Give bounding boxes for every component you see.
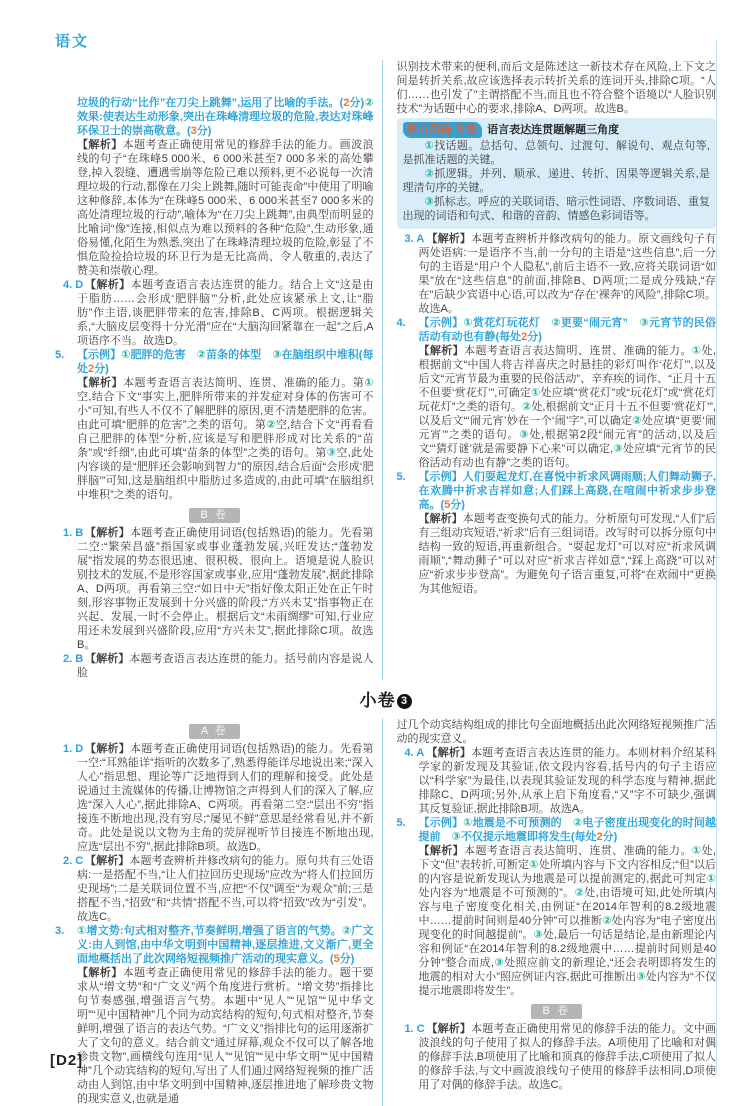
analysis-text: 【解析】本题考查正确使用常见的修辞手法的能力。题干要求从“增文势”和“广文义”两个角度进行赏析。“增文势”指排比句节奏感强,增强语言气势。本题中“见人”“见馆”“见中华文明”“见中国精神”几个同为动宾结构的短句,句式相对整齐,节奏鲜明,增强了语言的表达气势。“广文义”指排比句的运用逐渐扩大了文句的意义。结合前文“通过屏幕,观众不仅可以了解各地珍贵文物”,画横线句连用“见人”“见馆”“见中华文明”“见中国精神”几个动宾结构的短句,写出了人们通过网络短视频的推广活动由人到馆,由中华文明到中国精神,逐层推进地了解珍贵文物的现实意义,也就是通 xyxy=(77,967,374,1105)
label-bracket: 【解析】 xyxy=(85,279,131,291)
circled-number: ② xyxy=(196,349,207,361)
item-number: 5. xyxy=(55,349,65,361)
page-subject-label: 语文 xyxy=(55,33,90,50)
item-number: 1. D xyxy=(63,743,84,755)
item-answer: 【示例】人们耍起龙灯,在喜悦中祈求风调雨顺;人们舞动狮子,在欢腾中祈求吉祥如意;人们踩上高跷,在喧闹中祈求步步登高。(5分) 5. xyxy=(396,471,716,511)
score-value: 2 xyxy=(88,363,95,375)
score-value: 2 xyxy=(521,331,528,343)
item-analysis: 【解析】本题考查正确使用常见的修辞手法的能力。文中画波浪线的句子使用了拟人的修辞手法。A项使用了比喻和对偶的修辞手法,B项使用了比喻和顶真的修辞手法,C项使用了拟人的修辞手法,与文中画波浪线句子使用的修辞手法相同,D项使用了对偶的修辞手法。故选C。 1. C xyxy=(397,1022,717,1092)
item-analysis: 【解析】本题考查语言表达连贯的能力。本则材料介绍某科学家的新发现及其验证,依文段内容看,括号内的句子主语应以“科学家”为最佳,以表现其验证发现的科学态度与精神,据此排除C、D两项;另外,从承上启下角度看,“又”字不可缺少,强调其反复验证,据此排除B项。故选A。 4. A xyxy=(397,746,717,816)
circled-number: ③ xyxy=(639,317,649,329)
label-bracket: 【示例】 xyxy=(418,317,464,329)
paper-badge: B 卷 xyxy=(531,1004,582,1019)
item-answer: 【示例】①赏花灯玩花灯 ②更要“闹元宵” ③元宵节的民俗活动有动也有静(每处2分) 4. xyxy=(396,317,717,343)
analysis-text: 【解析】本题考查语言表达简明、连贯、准确的能力。①处,下文“但”表转折,可断定①处所填内容与下文内容相反;“但”以后的内容是说新发现认为地震是可以提前测定的,据此可判定①处内容为“地震是不可预测的”。②处,由语境可知,此处所填内容与电子密度变化相关,由例证“在2014年智利的8.2级地震中……提前时间则是40分钟”可以推断②处内容为“电子密度出现变化的时间越提前”。③处,最后一句话是结论,是由新理论内容和例证“在2014年智利的8.2级地震中……提前时间则是40分钟”整合而成,③处照应前文的新理论,“还会表明即将发生的地震的相对大小”照应例证内容,据此可推断出③处内容为“不仅提示地震即将发生”。 xyxy=(418,845,716,997)
item-number: 4. D xyxy=(63,279,84,291)
circled-number: ① xyxy=(691,845,702,857)
label-bracket: 【示例】 xyxy=(77,349,122,361)
method-paragraph: ①找话题。总括句、总领句、过渡句、解说句、观点句等,是抓准话题的关键。 xyxy=(402,140,710,166)
score-value: 2 xyxy=(596,831,603,843)
label-bracket: 【解析】 xyxy=(85,527,130,539)
label-bracket: 【解析】 xyxy=(426,233,472,245)
circled-number: ③ xyxy=(636,971,646,983)
item-number: 2. C xyxy=(63,855,84,867)
circled-number: ③ xyxy=(613,443,623,455)
paper-badge-row xyxy=(55,505,374,523)
item-number: 5. xyxy=(396,817,406,829)
circled-number: ② xyxy=(341,925,352,937)
item-number: 4. A xyxy=(404,747,425,759)
analysis-text: 【解析】本题考查正确使用常见的修辞手法的能力。画波浪线的句子“在珠峰5 000米、6 000米甚至7 000多米的高处攀登,掉入裂缝、遭遇雪崩等危险已难以预料,更不必说每一次清理垃圾的行动,都像在刀尖上跳舞,随时可能丧命”中使用了明喻这种修辞,本体为“在珠峰5 000米、6 000米甚至7 000多米的高处清理垃圾的行动”,喻体为“在刀尖上跳舞”,由典型而明显的比喻词“像”连接,相似点为难以预料的各种“危险”,生动形象,通俗易懂,化陌生为熟悉,突出了在珠峰清理垃圾的危险,彰显了不惧危险捡拾垃圾的环卫行为是无比高尚、令人敬重的,表达了赞美和崇敬心理。 xyxy=(77,139,374,277)
item-number: 4. xyxy=(396,317,406,329)
analysis-text: 【解析】本题考查变换句式的能力。分析原句可发现,“人们”后有三组动宾短语,“祈求”后有三组词语。改写时可以拆分原句中结构一致的短语,再重新组合。“耍起龙灯”可以对应“祈求风调雨顺”,“舞动狮子”可以对应“祈求吉祥如意”,“踩上高跷”可以对应“祈求步步登高”。为避免句子语言重复,可将“在欢闹中”更换为其他短语。 xyxy=(418,513,716,595)
score-value: 3 xyxy=(190,125,197,137)
item-analysis: 【解析】本题考查语言表达连贯的能力。括号前内容是说人脸 2. B xyxy=(55,652,374,680)
circled-number: ① xyxy=(531,387,541,399)
circled-number: ③ xyxy=(494,957,505,969)
score-value: 2 xyxy=(343,97,350,109)
label-bracket: 【解析】 xyxy=(418,513,463,525)
circled-number: ① xyxy=(77,925,87,937)
method-paragraph: ②抓逻辑。并列、顺承、递进、转折、因果等逻辑关系,是理清句序的关键。 xyxy=(402,168,710,194)
item-analysis: 【解析】本题考查正确使用词语(包括熟语)的能力。先看第一空:“耳熟能详”指听的次数多了,熟悉得能详尽地说出来;“深入人心”指思想、理论等广泛地得到人们的理解和接受。此处是说通过主流媒体的传播,让博物馆之声得到人们的深入了解,应选“深入人心”,据此排除A、C两项。再看第二空:“层出不穷”指接连不断地出现,没有穷尽;“屡见不鲜”意思是经常看见,并不新奇。此处是说以文物为主角的荧屏视听节目接连不断地出现,应选“层出不穷”,据此排除B项。故选D。 1. D xyxy=(55,742,374,854)
label-bracket: 【解析】 xyxy=(77,967,123,979)
method-paragraph: ③抓标志。呼应的关联词语、暗示性词语、序数词语、重复出现的词语和句式、和谐的音韵、情感色彩词语等。 xyxy=(402,196,710,222)
section-heading xyxy=(55,680,716,718)
page-number: [D2] xyxy=(50,1052,84,1069)
circled-number: ③ xyxy=(272,349,282,361)
circled-number: ③ xyxy=(326,447,337,459)
continued-text: 识别技术带来的便利,而后文是陈述这一新技术存在风险,上下文之间是转折关系,故应该选择表示转折关系的连词开头,排除C项。“人们……也引发了”主谓搭配不当,而且也不符合整个语境以“人脸识别技术”为话题中心的要求,排除A、D两项。故选B。 xyxy=(396,61,716,115)
paper-badge: A 卷 xyxy=(189,724,240,739)
circled-number: ② xyxy=(572,817,583,829)
item-number: 5. xyxy=(396,471,406,483)
item-analysis: 【解析】本题考查正确使用词语(包括熟语)的能力。先看第二空:“繁荣昌盛”指国家或事业蓬勃发展,兴旺发达;“蓬勃发展”指发展的势态很迅速、很积极、很向上。语境是说人脸识别技术的发展,不是形容国家或事业,应用“蓬勃发展”,据此排除A、D两项。再看第三空:“如日中天”指好像太阳正处在正午时刻,形容事物正发展到十分兴盛的阶段;“方兴未艾”指事物正在兴起、发展,一时不会停止。根据后文“未雨绸缪”可知,行业应用还未发展到兴盛阶段,应用“方兴未艾”,据此排除C项。故选B。 1. B xyxy=(55,526,374,652)
right-column-bottom xyxy=(397,718,717,1106)
circled-number: ③ xyxy=(451,831,461,843)
method-box-header xyxy=(403,122,711,138)
circled-number: ① xyxy=(463,817,473,829)
label-bracket: 【解析】 xyxy=(77,139,123,151)
circled-number: ① xyxy=(529,859,539,871)
label-bracket: 【解析】 xyxy=(77,377,123,389)
label-bracket: 【解析】 xyxy=(426,1023,472,1035)
item-analysis: 【解析】本题考查辨析并修改病句的能力。原文画线句子有两处语病:一是语序不当,前一分句的主语是“这些信息”,后一分句的主语是“用户个人隐私”,前后主语不一致,应将关联词语“如果”放在“这些信息”的前面,排除B、D两项;二是成分残缺,“存在”后缺少宾语中心语,可以改为“存在‘裸奔’的风险”,排除C项。故选A。 3. A xyxy=(397,232,717,316)
method-title: 语言表达连贯题解题三角度 xyxy=(487,124,620,136)
label-bracket: 【解析】 xyxy=(85,743,130,755)
score-value: 5 xyxy=(333,953,340,965)
item-answer: ①增文势:句式相对整齐,节奏鲜明,增强了语言的气势。②广文义:由人到馆,由中华文明到中国精神,逐层推进,文义渐广,更全面地概括出了此次网络短视频推广活动的现实意义。(5分) 3. xyxy=(55,925,374,965)
margin-rule xyxy=(716,40,717,1074)
label-bracket: 【示例】 xyxy=(418,471,463,483)
item-answer: 【示例】①肥胖的危害 ②苗条的体型 ③在脑组织中堆积(每处2分) 5. xyxy=(55,349,374,375)
item-number: 3. A xyxy=(404,233,425,245)
label-bracket: 【示例】 xyxy=(418,817,464,829)
label-bracket: 【解析】 xyxy=(85,653,130,665)
circled-number: ③ xyxy=(424,196,434,208)
circled-number: ① xyxy=(364,377,374,389)
label-bracket: 【解析】 xyxy=(418,345,465,357)
circled-number: ② xyxy=(574,887,585,899)
circled-number: ② xyxy=(521,401,532,413)
paper-badge-row xyxy=(55,721,374,739)
label-bracket: 【解析】 xyxy=(418,845,465,857)
label-bracket: 【解析】 xyxy=(85,855,130,867)
top-stripe xyxy=(55,60,716,680)
score-value: 5 xyxy=(444,499,451,511)
bottom-stripe xyxy=(55,718,716,1106)
method-box xyxy=(397,118,717,229)
circled-number: ① xyxy=(463,317,473,329)
continued-text: 过几个动宾结构组成的排比句全面地概括出此次网络短视频推广活动的现实意义。 xyxy=(396,719,716,745)
circled-number: ③ xyxy=(533,929,543,941)
circled-number: ② xyxy=(551,317,561,329)
left-column-top xyxy=(55,60,383,680)
circled-number: ② xyxy=(632,415,642,427)
item-analysis: 【解析】本题考查语言表达连贯的能力。结合上文“这是由于脂肪……会形成‘肥胖脑’”分析,此处应该紧承上文,让“脂肪”作主语,谈肥胖带来的危害,排除B、C两项。根据逻辑关系,“大脑皮层变得十分光滑”应在“大脑沟回紧靠在一起”之后,A项语序不当。故选D。 4. D xyxy=(55,278,374,348)
right-column-top xyxy=(397,60,717,680)
section-number-circle: 3 xyxy=(397,694,412,709)
circled-number: ① xyxy=(121,349,131,361)
item-number: 3. xyxy=(55,925,65,937)
left-column-bottom xyxy=(55,718,383,1106)
section-heading-label: 小卷 xyxy=(359,691,396,710)
method-badge: 刷有所得·方法 xyxy=(403,122,483,138)
analysis-text: 【解析】本题考查语言表达简明、连贯、准确的能力。第①空,结合下文“事实上,肥胖所带来的并发症对身体的伤害可不小”可知,有些人不仅不了解肥胖的原因,更不清楚肥胖的危害。由此可填“肥胖的危害”之类的语句。第②空,结合下文“再看看自己肥胖的体型”分析,应该是写和肥胖形成对比关系的“苗条”或“纤细”,由此可填“苗条的体型”之类的语句。第③空,此处内容谈的是“肥胖还会影响到智力”的原因,结合后面“会形成‘肥胖脑’”可知,这是脑组织中脂肪过多造成的,由此可填“在脑组织中堆积”之类的语句。 xyxy=(77,377,374,501)
circled-number: ② xyxy=(602,915,612,927)
circled-number: ① xyxy=(691,345,702,357)
item-number: 1. B xyxy=(63,527,84,539)
circled-number: ② xyxy=(364,97,374,109)
item-answer: 【示例】①地震是不可预测的 ②电子密度出现变化的时间越提前 ③不仅提示地震即将发生(每处2分) 5. xyxy=(396,817,717,843)
label-bracket: 【解析】 xyxy=(426,747,472,759)
analysis-text: 【解析】本题考查语言表达简明、连贯、准确的能力。①处,根据前文“中国人将吉祥喜庆之时悬挂的彩灯叫作‘花灯’”,以及后文“元宵节最为重要的民俗活动”、辛弃疾的词作、“正月十五不但要‘赏花灯’”,可确定①处应填“赏花灯”或“玩花灯”或“赏花灯玩花灯”之类的语句。②处,根据前文“正月十五不但要‘赏花灯’”,以及后文“‘闹元宵’妙在一个‘闹’字”,可以确定②处应填“更要‘闹元宵’”之类的语句。③处,根据第2段“闹元宵”的活动,以及后文“‘猜灯谜’就是需要静下心来”可以确定,③处应填“元宵节的民俗活动有动也有静”之类的语句。 xyxy=(418,345,716,469)
item-analysis: 【解析】本题考查辨析并修改病句的能力。原句共有三处语病:一是搭配不当,“让人们拉回历史现场”应改为“将人们拉回历史现场”;二是关联词位置不当,应把“不仅”调至“为观众”前;三是搭配不当,“招致”和“共情”搭配不当,可以将“招致”改为“引发”。故选C。 2. C xyxy=(55,854,374,924)
circled-number: ③ xyxy=(519,429,530,441)
circled-number: ② xyxy=(266,419,276,431)
circled-number: ① xyxy=(424,140,435,152)
circled-number: ② xyxy=(424,168,435,180)
answer-text: 垃圾的行动“比作”在刀尖上跳舞”,运用了比喻的手法。(2分)②效果:使表达生动形象,突出在珠峰清理垃圾的危险,表达对珠峰环保卫士的崇高敬意。(3分) xyxy=(77,97,374,137)
paper-badge: B 卷 xyxy=(189,508,240,523)
item-number: 2. B xyxy=(63,653,84,665)
paper-badge-row xyxy=(397,1001,717,1019)
circled-number: ① xyxy=(706,873,716,885)
item-number: 1. C xyxy=(404,1023,425,1035)
